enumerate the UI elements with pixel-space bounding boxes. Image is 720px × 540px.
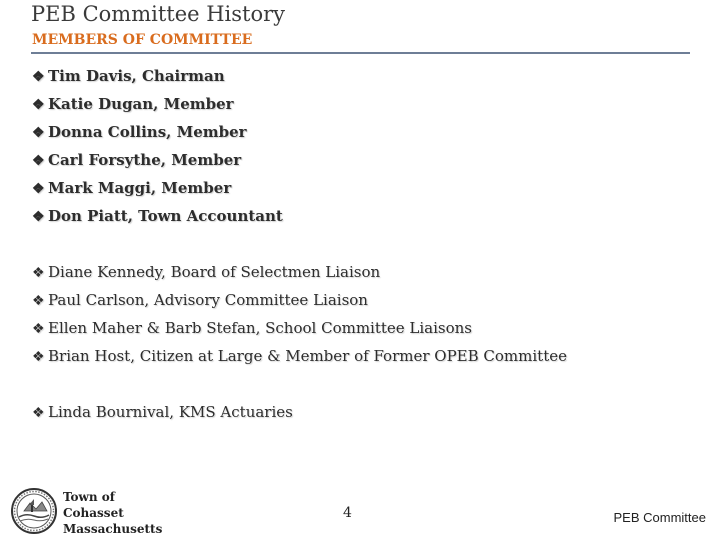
list-item bbox=[32, 398, 567, 426]
section-subtitle: MEMBERS OF COMMITTEE bbox=[32, 32, 253, 48]
list-item bbox=[32, 62, 567, 90]
list-item bbox=[32, 118, 567, 146]
list-item-text: Tim Davis, Chairman bbox=[48, 67, 225, 85]
list-item-text: Brian Host, Citizen at Large & Member of Former OPEB Committee bbox=[48, 347, 567, 365]
diamond-bullet-icon: ❖ bbox=[32, 321, 45, 337]
list-item-text: Linda Bournival, KMS Actuaries bbox=[48, 403, 293, 421]
page-number: 4 bbox=[343, 505, 352, 521]
diamond-bullet-icon: ❖ bbox=[32, 405, 45, 421]
slide-title: PEB Committee History bbox=[31, 2, 286, 26]
list-item-text: Paul Carlson, Advisory Committee Liaison bbox=[48, 291, 368, 309]
diamond-bullet-icon: ❖ bbox=[32, 209, 45, 225]
diamond-bullet-icon: ❖ bbox=[32, 153, 45, 169]
diamond-bullet-icon: ❖ bbox=[32, 349, 45, 365]
list-item-text: Carl Forsythe, Member bbox=[48, 151, 242, 169]
logo-line-cohasset: Cohasset bbox=[63, 506, 124, 520]
diamond-bullet-icon: ❖ bbox=[32, 293, 45, 309]
diamond-bullet-icon: ❖ bbox=[32, 69, 45, 85]
list-item-text: Katie Dugan, Member bbox=[48, 95, 234, 113]
diamond-bullet-icon: ❖ bbox=[32, 181, 45, 197]
list-item bbox=[32, 314, 567, 342]
diamond-bullet-icon: ❖ bbox=[32, 125, 45, 141]
diamond-bullet-icon: ❖ bbox=[32, 265, 45, 281]
member-list bbox=[32, 62, 567, 426]
list-item bbox=[32, 174, 567, 202]
list-item bbox=[32, 146, 567, 174]
list-item bbox=[32, 342, 567, 370]
footer-label: PEB Committee bbox=[613, 510, 706, 525]
list-item-text: Diane Kennedy, Board of Selectmen Liaison bbox=[48, 263, 381, 281]
logo-line-massachusetts: Massachusetts bbox=[63, 522, 163, 536]
title-divider bbox=[31, 52, 690, 54]
list-item bbox=[32, 258, 567, 286]
list-item-text: Donna Collins, Member bbox=[48, 123, 247, 141]
list-item-text: Ellen Maher & Barb Stefan, School Committee Liaisons bbox=[48, 319, 473, 337]
town-seal-icon bbox=[10, 487, 58, 535]
list-item-text: Mark Maggi, Member bbox=[48, 179, 232, 197]
list-item bbox=[32, 90, 567, 118]
logo-line-town-of: Town of bbox=[63, 490, 115, 504]
diamond-bullet-icon: ❖ bbox=[32, 97, 45, 113]
list-item bbox=[32, 202, 567, 230]
list-item-text: Don Piatt, Town Accountant bbox=[48, 207, 283, 225]
list-item bbox=[32, 286, 567, 314]
